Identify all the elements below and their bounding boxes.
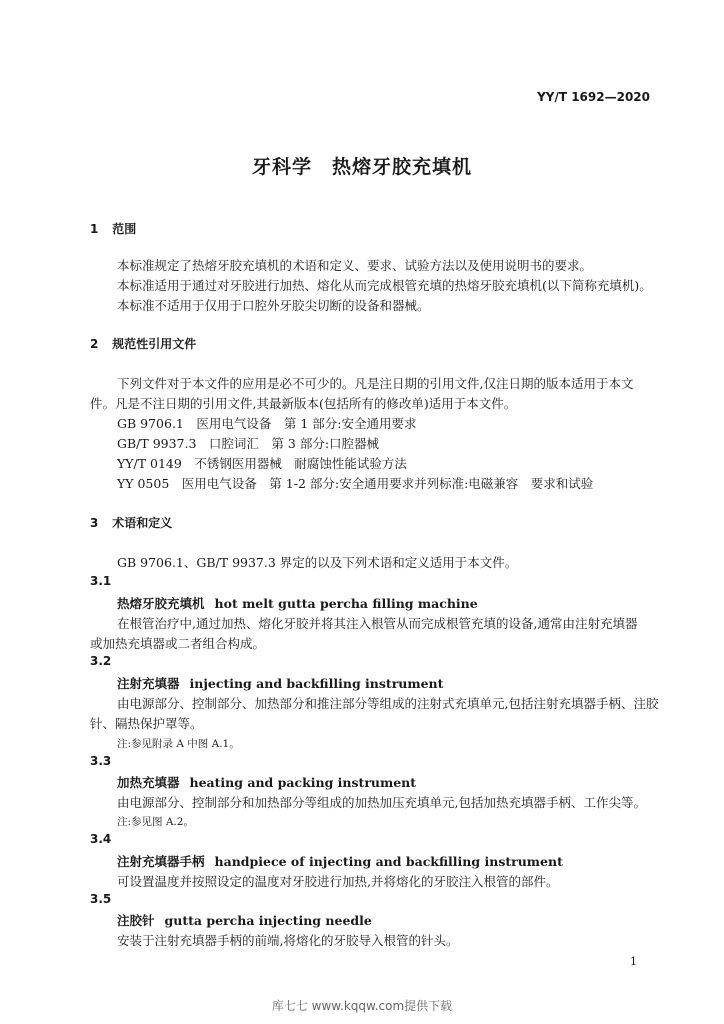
section-number: 3 [90,516,99,530]
download-footer: 库七七 www.kqqw.com提供下载 [271,999,453,1013]
term-zh: 热熔牙胶充填机 [117,596,205,611]
section-number: 1 [90,222,99,236]
reference-item: GB/T 9937.3 口腔词汇 第 3 部分:口腔器械 [117,436,380,451]
term-en: gutta percha injecting needle [164,913,372,928]
term-zh: 注射充填器 [117,676,180,691]
term-definition: 由电源部分、控制部分和加热部分等组成的加热加压充填单元,包括加热充填器手柄、工作尖等。 [117,795,646,810]
section-1-heading [90,220,136,237]
term-number: 3.1 [90,574,112,588]
term-definition-continued: 针、隔热保护罩等。 [90,716,203,731]
term-zh: 注胶针 [117,913,155,928]
term-en: injecting and backfilling instrument [189,676,444,691]
term-definition: 在根管治疗中,通过加热、熔化牙胶并将其注入根管从而完成根管充填的设备,通常由注射充填器 [117,616,638,631]
term-definition-continued: 或加热充填器或二者组合构成。 [90,636,266,651]
paragraph: 本标准规定了热熔牙胶充填机的术语和定义、要求、试验方法以及使用说明书的要求。 [117,258,593,273]
term-number: 3.3 [90,754,112,768]
paragraph: 下列文件对于本文件的应用是必不可少的。凡是注日期的引用文件,仅注日期的版本适用于本文 [117,376,634,391]
term-zh: 加热充填器 [117,775,180,790]
term-heading [117,911,372,929]
term-en: handpiece of injecting and backfilling instrument [214,854,563,869]
section-number: 2 [90,337,99,351]
term-zh: 注射充填器手柄 [117,854,205,869]
term-note: 注:参见附录 A 中图 A.1。 [117,738,240,750]
paragraph: 本标准适用于通过对牙胶进行加热、熔化从而完成根管充填的热熔牙胶充填机(以下简称充填机)。 [117,278,652,293]
term-heading [117,594,478,612]
document-title: 牙科学 热熔牙胶充填机 [251,156,472,178]
term-heading [117,773,416,791]
reference-item: YY 0505 医用电气设备 第 1-2 部分:安全通用要求并列标准:电磁兼容 要求和试验 [117,476,594,491]
term-definition: 由电源部分、控制部分、加热部分和推注部分等组成的注射式充填单元,包括注射充填器手柄、注胶 [117,696,659,711]
term-number: 3.4 [90,832,112,846]
term-en: heating and packing instrument [189,775,417,790]
section-title: 规范性引用文件 [112,337,197,351]
term-note: 注:参见图 A.2。 [117,816,194,828]
term-definition: 安装于注射充填器手柄的前端,将熔化的牙胶导入根管的针头。 [117,933,459,948]
term-heading [117,852,563,870]
paragraph: GB 9706.1、GB/T 9937.3 界定的以及下列术语和定义适用于本文件。 [117,555,518,570]
paragraph-continued: 件。凡是不注日期的引用文件,其最新版本(包括所有的修改单)适用于本文件。 [90,396,517,411]
section-3-heading [90,514,172,531]
page-number: 1 [630,955,637,968]
term-heading [117,674,443,692]
section-title: 范围 [112,222,137,236]
term-number: 3.5 [90,892,112,906]
standard-code: YY/T 1692—2020 [537,90,650,104]
term-en: hot melt gutta percha filling machine [214,596,478,611]
term-definition: 可设置温度并按照设定的温度对牙胶进行加热,并将熔化的牙胶注入根管的部件。 [117,874,559,889]
section-title: 术语和定义 [112,516,173,530]
paragraph: 本标准不适用于仅用于口腔外牙胶尖切断的设备和器械。 [117,298,430,313]
reference-item: YY/T 0149 不锈钢医用器械 耐腐蚀性能试验方法 [117,456,407,471]
reference-item: GB 9706.1 医用电气设备 第 1 部分:安全通用要求 [117,416,417,431]
section-2-heading [90,335,196,352]
term-number: 3.2 [90,654,112,668]
